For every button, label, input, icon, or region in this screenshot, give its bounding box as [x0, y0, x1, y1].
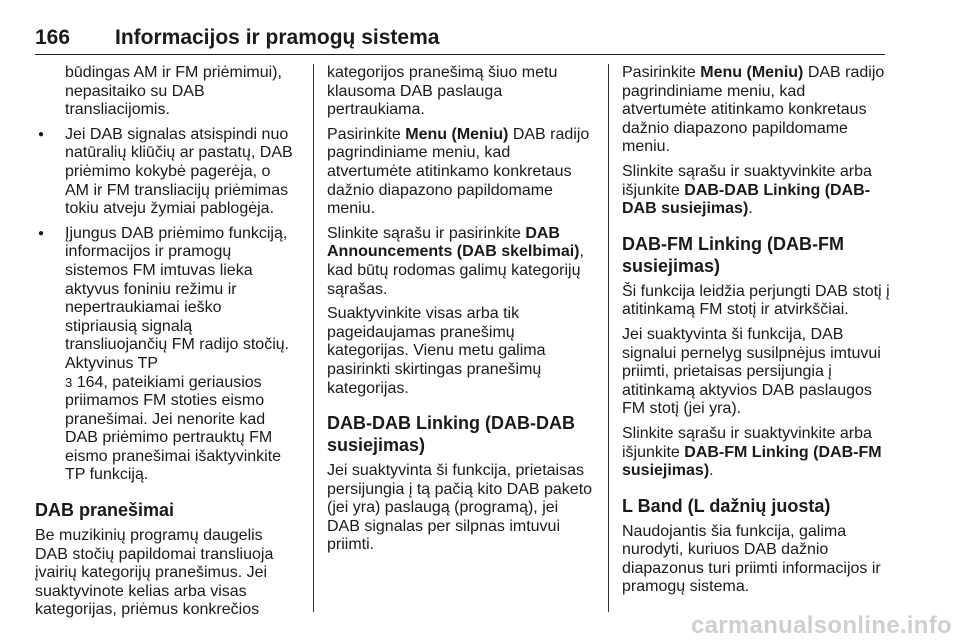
- column-1: [35, 64, 297, 626]
- chapter-title: Informacijos ir pramogų sistema: [115, 26, 440, 49]
- bullet-text: Jei DAB signalas atsispindi nuo natūralių kliūčių ar pastatų, DAB priėmimo kokybė pagerėja, o AM ir FM transliacijų priėmimas tokiu atveju žymiai pablogėja.: [65, 125, 293, 218]
- bullet-text: 164, pateikiami geriausios priimamos FM stoties eismo pranešimai. Jei nenorite kad DAB priėmimo pertrauktų FM eismo pranešimai išaktyvinkite TP funkciją.: [65, 373, 282, 484]
- paragraph: Ši funkcija leidžia perjungti DAB stotį į atitinkamą FM stotį ir atvirkščiai.: [622, 282, 890, 319]
- section-heading: DAB-FM Linking (DAB-FM susiejimas): [622, 233, 844, 276]
- page-number: 166: [35, 26, 71, 49]
- paragraph: Slinkite sąrašu ir suaktyvinkite arba išjunkite DAB-FM Linking (DAB-FM susiejimas).: [622, 424, 882, 480]
- section-heading: DAB pranešimai: [35, 500, 175, 521]
- bullet-item: [35, 126, 297, 219]
- paragraph: Jei suaktyvinta ši funkcija, DAB signalui pernelyg susilpnėjus imtuvui priimti, prietaisas persijungia į atitinkamą aktyvios DAB paslaugos FM stotį (jei yra).: [622, 325, 881, 418]
- menu-label: DAB Announcements (DAB skelbimai): [327, 224, 580, 261]
- column-3: [622, 64, 890, 603]
- column-2: [327, 64, 595, 561]
- paragraph: Slinkite sąrašu ir suaktyvinkite arba išjunkite DAB-DAB Linking (DAB-DAB susiejimas).: [622, 162, 872, 218]
- column-divider-1: [313, 64, 314, 612]
- paragraph: kategorijos pranešimą šiuo metu klausoma DAB paslauga pertraukiama.: [327, 64, 558, 119]
- page-header: [35, 20, 885, 55]
- bullet-list: [35, 126, 297, 485]
- watermark: carmanualsonline.info: [690, 612, 952, 639]
- menu-label: DAB-FM Linking (DAB-FM susiejimas): [622, 443, 882, 480]
- bullet-item: [35, 225, 297, 485]
- menu-label: Menu (Meniu): [700, 64, 804, 81]
- continued-bullet-text: būdingas AM ir FM priėmimui), nepasitaiko su DAB transliacijomis.: [65, 64, 282, 119]
- paragraph: Be muzikinių programų daugelis DAB stočių papildomai transliuoja įvairių kategorijų pranešimus. Jei suaktyvinote kelias arba visas kategorijas, priėmus konkrečios: [35, 527, 274, 619]
- paragraph: Pasirinkite Menu (Meniu) DAB radijo pagrindiniame meniu, kad atvertumėte atitinkamo konkretaus dažnio diapazono papildomame meniu.: [622, 64, 885, 156]
- paragraph: Jei suaktyvinta ši funkcija, prietaisas persijungia į tą pačią kito DAB paketo (jei yra) paslaugą (programą), jei DAB signalas per silpnas imtuvui priimti.: [327, 462, 593, 554]
- section-heading: L Band (L dažnių juosta): [622, 495, 831, 516]
- section-heading: DAB-DAB Linking (DAB-DAB susiejimas): [327, 413, 575, 456]
- menu-label: DAB-DAB Linking (DAB-DAB susiejimas): [622, 181, 871, 218]
- bullet-text: Įjungus DAB priėmimo funkciją, informacijos ir pramogų sistemos FM imtuvas lieka aktyvus foniniu režimu ir nepertraukiamai ieško stipriausią signalą transliuojančių FM radijo stočių. Aktyvinus TP: [65, 224, 290, 372]
- page-ref-arrow-icon: 3: [65, 374, 73, 390]
- paragraph: Naudojantis šia funkcija, galima nurodyti, kuriuos DAB dažnio diapazonus turi priimti informacijos ir pramogų sistema.: [622, 522, 881, 596]
- paragraph: Slinkite sąrašu ir pasirinkite DAB Announcements (DAB skelbimai), kad būtų rodomas galimų kategorijų sąrašas.: [327, 224, 584, 298]
- menu-label: Menu (Meniu): [405, 125, 509, 143]
- paragraph: Suaktyvinkite visas arba tik pageidaujamas pranešimų kategorijas. Vienu metu galima pasirinkti skirtingas pranešimų kategorijas.: [327, 305, 546, 397]
- column-divider-2: [608, 64, 609, 612]
- paragraph: Pasirinkite Menu (Meniu) DAB radijo pagrindiniame meniu, kad atvertumėte atitinkamo konkretaus dažnio diapazono papildomame meniu.: [327, 125, 590, 218]
